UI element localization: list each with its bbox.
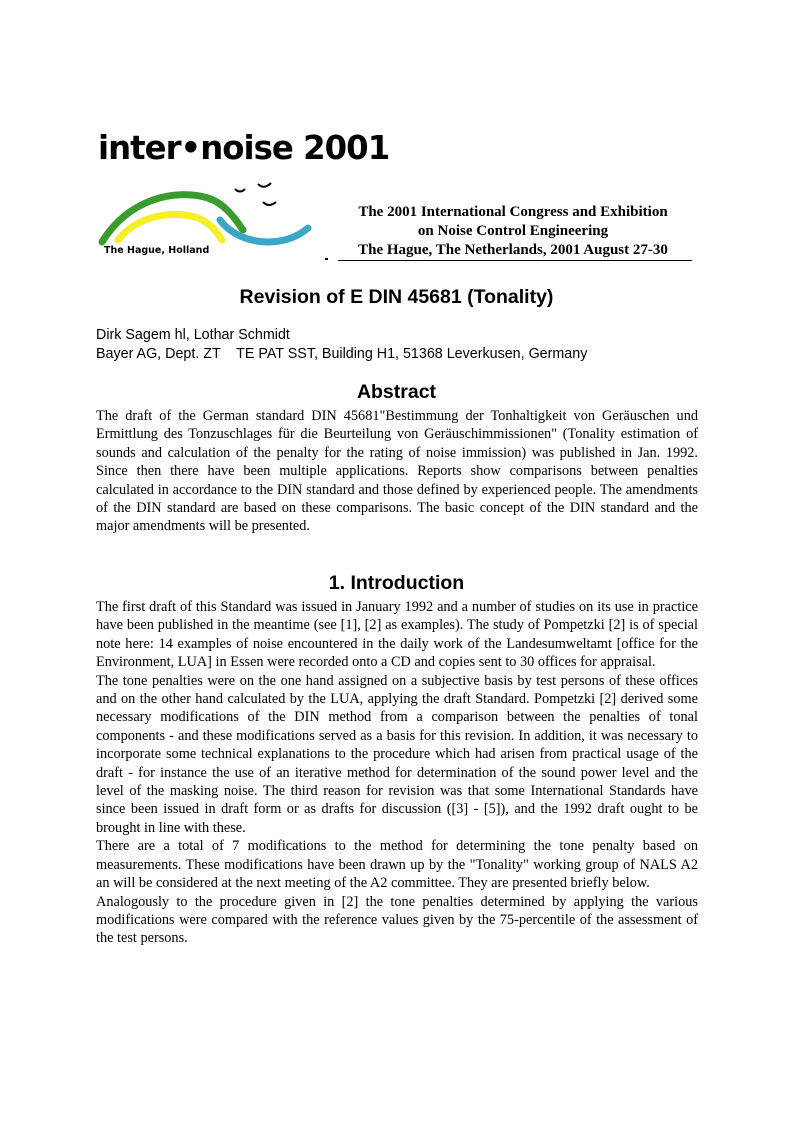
logo-smile-2 (258, 183, 271, 187)
logo-place: The Hague, Holland (104, 245, 210, 256)
intro-paragraph-3: There are a total of 7 modifications to the method for determining the tone penalty based on measurements. These modifications have been drawn up by the "Tonality" working group of NALS A2 an will be considered at the next meeting of the A2 committee. They are presented briefly below. (96, 838, 698, 892)
logo-blue-wave (220, 220, 308, 242)
conference-info (338, 203, 688, 260)
paper-affiliation: Bayer AG, Dept. ZT TE PAT SST, Building H1, 51368 Leverkusen, Germany (96, 346, 588, 362)
logo-smile-1 (235, 189, 245, 192)
logo-title: inter•noise 2001 (98, 128, 390, 167)
abstract-paragraph: The draft of the German standard DIN 45681"Bestimmung der Tonhaltigkeit von Geräuschen und Ermittlung des Tonzuschlages für die Beurteilung von Geräuschimmissionen" (Tonality estimation of sounds and calculation of the penalty for the rating of noise immission) was published in Jan. 1992. Since then there have been multiple applications. Reports show comparisons between penalties calculated in accordance to the DIN standard and those defined by experienced people. The amendments of the DIN standard are based on these comparisons. The basic concept of the DIN standard and the major amendments will be presented. (96, 408, 698, 535)
paper-title: Revision of E DIN 45681 (Tonality) (239, 286, 554, 308)
logo-yellow-wave (118, 214, 222, 240)
logo-smile-3 (263, 202, 276, 205)
intro-paragraph-1: The first draft of this Standard was issued in January 1992 and a number of studies on its use in practice have been published in the meantime (see [1], [2] as examples). The study of Pompetzki [2] is of special note here: 14 examples of noise encountered in the daily work of the Landesumweltamt [office for the Environment, LUA] in Essen were recorded onto a CD and copies sent to 30 offices for appraisal. (96, 599, 698, 671)
conference-line-1: The 2001 International Congress and Exhibition (358, 204, 668, 220)
logo-waves-icon (98, 180, 338, 250)
introduction-body (96, 598, 698, 948)
introduction-heading: 1. Introduction (328, 572, 465, 594)
intro-paragraph-4: Analogously to the procedure given in [2] the tone penalties determined by applying the various modifications were compared with the reference values given by the 75-percentile of the assessment of the test persons. (96, 893, 698, 947)
header-rule (338, 260, 692, 261)
header-rule-tick (325, 258, 328, 260)
intro-paragraph-2: The tone penalties were on the one hand assigned on a subjective basis by test persons of these offices and on the other hand calculated by the LUA, applying the draft Standard. Pompetzki [2] derived some necessary modifications of the DIN method from a comparison between the penalties of tonal components - and these modifications served as a basis for this revision. In addition, it was necessary to incorporate some technical explanations to the procedure which had arisen from practical usage of the draft - for instance the use of an iterative method for determination of the sound power level and the level of the masking noise. The third reason for revision was that some International Standards have since been issued in draft form or as drafts for discussion ([3] - [5]), and the 1992 draft ought to be brought in line with these. (96, 672, 698, 836)
abstract-heading: Abstract (356, 381, 437, 403)
conference-line-3: The Hague, The Netherlands, 2001 August 27-30 (358, 242, 668, 258)
paper-authors: Dirk Sagem hl, Lothar Schmidt (96, 327, 290, 343)
conference-logo (98, 128, 390, 260)
abstract-body (96, 407, 698, 536)
conference-line-2: on Noise Control Engineering (417, 223, 609, 239)
